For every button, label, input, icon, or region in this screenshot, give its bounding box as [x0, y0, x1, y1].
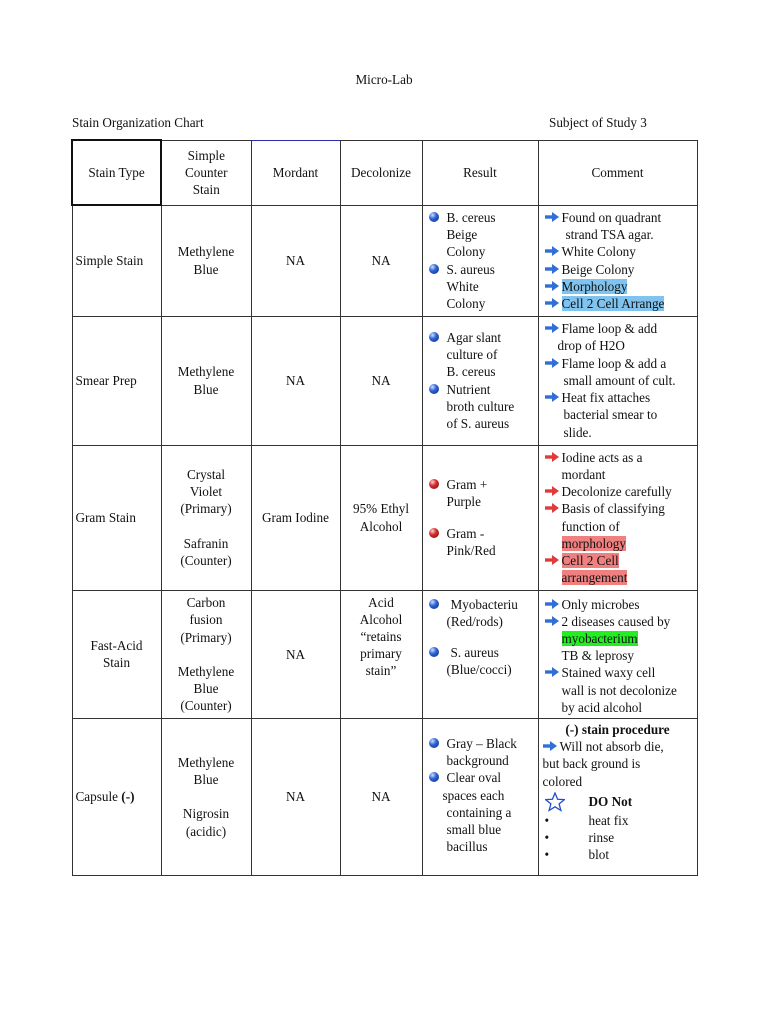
cell-line: Acid: [368, 594, 394, 610]
do-not-row: [543, 792, 693, 812]
comment-item: [545, 500, 693, 552]
comment-line: Flame loop & add a: [561, 355, 667, 371]
blue-arrow-icon: [545, 667, 559, 677]
cell-line: fusion: [189, 612, 223, 628]
cell-spacer: [162, 518, 251, 535]
do-not-item: [543, 829, 693, 846]
do-not-item: [543, 846, 693, 863]
comment-item: [545, 209, 693, 243]
comment-item: [545, 243, 693, 260]
cell-line: Methylene: [177, 755, 235, 771]
stain-table: [71, 139, 698, 876]
decolonize-cell: NA: [340, 718, 422, 875]
blue-arrow-icon: [545, 616, 559, 626]
blue-arrow-icon: [543, 741, 557, 751]
mordant-cell: Gram Iodine: [251, 445, 340, 590]
cell-line: Methylene: [177, 364, 235, 380]
do-not-label: DO Not: [588, 794, 633, 810]
cell-spacer: [162, 788, 251, 805]
header-counter-line: Stain: [192, 182, 220, 198]
counter-stain-cell: [161, 205, 251, 316]
cell-line: Blue: [193, 680, 219, 696]
comment-line: function of: [561, 518, 620, 534]
cell-line: Methylene: [177, 244, 235, 260]
comment-item: [545, 613, 693, 665]
bullet-dot: •: [544, 812, 550, 828]
comment-highlight: Cell 2 Cell: [561, 552, 619, 568]
result-line: culture of: [446, 347, 498, 363]
result-line: Pink/Red: [446, 542, 496, 558]
result-line: small blue: [446, 821, 502, 837]
cell-line: (Counter): [180, 552, 232, 568]
result-line: B. cereus: [446, 209, 496, 225]
comment-line: White Colony: [561, 244, 636, 260]
comment-line: Basis of classifying: [561, 501, 665, 517]
comment-item: [543, 738, 693, 755]
result-line: Clear oval: [446, 770, 502, 786]
result-line: Purple: [446, 494, 481, 510]
result-item: [429, 769, 534, 855]
result-line: of S. aureus: [446, 415, 510, 431]
table-row: [72, 445, 697, 590]
comment-item: [545, 664, 693, 716]
result-line: bacillus: [446, 839, 488, 855]
comment-line: colored: [542, 773, 583, 789]
header-row: [72, 140, 697, 205]
comment-line: strand TSA agar.: [565, 227, 654, 243]
result-line: background: [446, 753, 509, 769]
result-line: S. aureus: [450, 644, 499, 660]
decolonize-cell: [340, 445, 422, 590]
comment-line: Will not absorb die,: [559, 739, 664, 755]
cell-line: Methylene: [177, 663, 235, 679]
result-line: spaces each: [442, 787, 505, 803]
red-arrow-icon: [545, 555, 559, 565]
cell-line: “retains: [360, 628, 402, 644]
blue-arrow-icon: [545, 298, 559, 308]
cell-line: 95% Ethyl: [352, 501, 410, 517]
comment-item: [545, 552, 693, 586]
table-row: [72, 590, 697, 718]
result-line: (Blue/cocci): [446, 662, 512, 678]
result-line: broth culture: [446, 398, 515, 414]
comment-cell: [538, 205, 697, 316]
stain-type-cell: [72, 718, 161, 875]
result-item: [429, 735, 534, 769]
cell-line: Blue: [193, 772, 219, 788]
cell-line: primary: [360, 646, 402, 662]
result-line: Gray – Black: [446, 735, 517, 751]
comment-highlight: Cell 2 Cell Arrange: [561, 295, 665, 311]
table-row: [72, 205, 697, 316]
stain-type-cell: [72, 590, 161, 718]
comment-item: [545, 320, 693, 354]
cell-line: Blue: [193, 381, 219, 397]
comment-highlight: arrangement: [561, 570, 628, 586]
blue-arrow-icon: [545, 246, 559, 256]
cell-line: Violet: [189, 484, 223, 500]
counter-stain-cell: [161, 590, 251, 718]
bullet-dot: •: [544, 847, 550, 863]
comment-line: Flame loop & add: [561, 321, 658, 337]
red-ball-icon: [429, 528, 439, 538]
header-comment: Comment: [538, 140, 697, 205]
comment-item: [545, 596, 693, 613]
comment-highlight: myobacterium: [561, 630, 638, 646]
do-not-text: blot: [588, 847, 610, 863]
procedure-heading: (-) stain procedure: [565, 721, 670, 737]
comment-line: Stained waxy cell: [561, 665, 656, 681]
header-stain-type: Stain Type: [72, 140, 161, 205]
blue-ball-icon: [429, 599, 439, 609]
comment-cell: [538, 316, 697, 445]
stain-type-cell: Smear Prep: [72, 316, 161, 445]
red-arrow-icon: [545, 452, 559, 462]
header-counter-line: Simple: [187, 147, 225, 163]
red-ball-icon: [429, 479, 439, 489]
cell-line: (Primary): [180, 629, 232, 645]
result-line: Myobacteriu: [450, 596, 518, 612]
result-line: Colony: [446, 244, 486, 260]
blue-arrow-icon: [545, 599, 559, 609]
result-cell: [422, 205, 538, 316]
cell-line: (acidic): [185, 823, 227, 839]
comment-item: [545, 389, 693, 441]
mordant-cell: NA: [251, 718, 340, 875]
comment-item: [545, 261, 693, 278]
header-decolonize: Decolonize: [340, 140, 422, 205]
comment-line: small amount of cult.: [563, 372, 676, 388]
blue-arrow-icon: [545, 392, 559, 402]
result-cell: [422, 718, 538, 875]
result-item: [429, 596, 534, 630]
comment-highlight: Morphology: [561, 278, 628, 294]
cell-line: stain”: [365, 663, 397, 679]
comment-cell: [538, 718, 697, 875]
decolonize-cell: NA: [340, 205, 422, 316]
result-line: Colony: [446, 295, 486, 311]
comment-item: [545, 483, 693, 500]
result-line: White: [446, 278, 479, 294]
result-line: Agar slant: [446, 329, 502, 345]
comment-line: mordant: [561, 466, 606, 482]
comment-cell: [538, 590, 697, 718]
counter-stain-cell: [161, 445, 251, 590]
result-line: Gram -: [446, 525, 485, 541]
counter-stain-cell: [161, 316, 251, 445]
header-mordant: Mordant: [251, 140, 340, 205]
cell-line: Alcohol: [359, 518, 403, 534]
bullet-dot: •: [544, 829, 550, 845]
cell-line: (Counter): [180, 698, 232, 714]
blue-ball-icon: [429, 647, 439, 657]
stain-type-cell: Simple Stain: [72, 205, 161, 316]
result-cell: [422, 316, 538, 445]
comment-line: bacterial smear to: [563, 407, 658, 423]
blue-arrow-icon: [545, 323, 559, 333]
result-item: [429, 209, 534, 261]
comment-line: drop of H2O: [557, 338, 625, 354]
comment-line: by acid alcohol: [561, 699, 643, 715]
document-title: Micro-Lab: [355, 72, 413, 87]
blue-ball-icon: [429, 384, 439, 394]
red-arrow-icon: [545, 486, 559, 496]
cell-line: Alcohol: [359, 611, 403, 627]
stain-type-negative: (-): [121, 789, 135, 805]
result-item: [429, 329, 534, 381]
stain-type-cell: Gram Stain: [72, 445, 161, 590]
comment-item: [545, 278, 693, 295]
cell-spacer: [162, 646, 251, 663]
result-line: Nutrient: [446, 381, 491, 397]
result-line: S. aureus: [446, 261, 495, 277]
comment-line: Iodine acts as a: [561, 449, 643, 465]
mordant-cell: NA: [251, 590, 340, 718]
blue-ball-icon: [429, 332, 439, 342]
comment-item: [545, 295, 693, 312]
result-line: B. cereus: [446, 364, 496, 380]
comment-cell: [538, 445, 697, 590]
mordant-cell: NA: [251, 316, 340, 445]
star-icon: [545, 792, 565, 812]
comment-line: Found on quadrant: [561, 209, 662, 225]
blue-arrow-icon: [545, 264, 559, 274]
result-cell: [422, 445, 538, 590]
blue-ball-icon: [429, 772, 439, 782]
counter-stain-cell: [161, 718, 251, 875]
cell-line: (Primary): [180, 501, 232, 517]
comment-line: Only microbes: [561, 596, 640, 612]
table-row: [72, 718, 697, 875]
cell-line: Crystal: [186, 466, 226, 482]
result-item: [429, 261, 534, 313]
result-item: [429, 381, 534, 433]
chart-title: Stain Organization Chart: [72, 115, 204, 130]
cell-line: Nigrosin: [182, 806, 230, 822]
blue-arrow-icon: [545, 281, 559, 291]
result-line: Gram +: [446, 477, 488, 493]
header-result: Result: [422, 140, 538, 205]
cell-line: Stain: [102, 655, 131, 671]
comment-item: [545, 355, 693, 389]
do-not-item: [543, 812, 693, 829]
comment-highlight: morphology: [561, 535, 626, 551]
red-arrow-icon: [545, 503, 559, 513]
cell-line: Carbon: [186, 595, 226, 611]
comment-line: Heat fix attaches: [561, 390, 651, 406]
blue-ball-icon: [429, 212, 439, 222]
comment-line: but back ground is: [542, 756, 641, 772]
comment-line: wall is not decolonize: [561, 682, 677, 698]
comment-line: TB & leprosy: [561, 648, 635, 664]
stain-type-text: Capsule: [75, 789, 122, 805]
comment-line: Beige Colony: [561, 261, 635, 277]
decolonize-cell: NA: [340, 316, 422, 445]
header-counter-line: Counter: [185, 164, 228, 180]
header-counter-stain: [161, 140, 251, 205]
subject-label: Subject of Study 3: [549, 115, 647, 130]
cell-line: Safranin: [183, 535, 229, 551]
mordant-cell: NA: [251, 205, 340, 316]
result-item: [429, 476, 534, 510]
cell-line: Blue: [193, 261, 219, 277]
do-not-text: rinse: [588, 829, 615, 845]
result-item: [429, 525, 534, 559]
comment-line: Decolonize carefully: [561, 484, 672, 500]
decolonize-cell: [340, 590, 422, 718]
blue-ball-icon: [429, 738, 439, 748]
comment-line: slide.: [563, 424, 592, 440]
result-line: containing a: [446, 804, 512, 820]
result-line: Beige: [446, 227, 478, 243]
do-not-text: heat fix: [588, 812, 629, 828]
blue-arrow-icon: [545, 358, 559, 368]
table-row: [72, 316, 697, 445]
comment-item: [545, 449, 693, 483]
result-line: (Red/rods): [446, 613, 503, 629]
blue-ball-icon: [429, 264, 439, 274]
result-cell: [422, 590, 538, 718]
cell-line: Fast-Acid: [90, 638, 143, 653]
comment-line: 2 diseases caused by: [561, 613, 671, 629]
blue-arrow-icon: [545, 212, 559, 222]
result-item: [429, 644, 534, 678]
